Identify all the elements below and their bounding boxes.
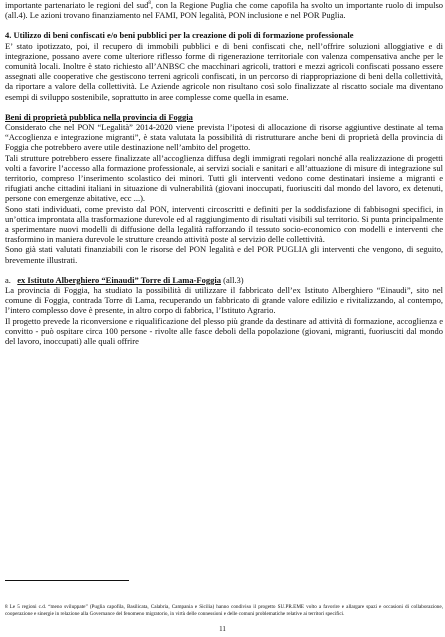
foggia-paragraph-1: Considerato che nel PON “Legalità” 2014-2020 viene prevista l’ipotesi di allocazione di risorse aggiuntive destinate al tema “Accoglienza e integrazione migranti”, è stata valutata la possibilità di ristrutturare anche beni di proprietà della provincia di Foggia che potrebbero avere utile destinazione nell’ambito del progetto. — [5, 122, 443, 153]
footnote-ref: 8 — [148, 1, 151, 7]
section-4-body: E’ stato ipotizzato, poi, il recupero di immobili pubblici e di beni confiscati che, nell’offrire soluzioni alloggiative e di integrazione, possano avere come ulteriore riflesso forme di rigenerazione territoriale con valenza compensativa anche per le comunità locali. Inoltre è stato richiesto all’ANBSC che macchinari agricoli, trattori e mezzi agricoli confiscati possano essere assegnati alle cooperative che gestiscono terreni agricoli confiscati, in un percorso di riappropriazione di beni della collettività, da riportare a valore della collettività. Le Aziende agricole non risultano così solo finalizzate al riscatto sociale ma diventano esempi di sviluppo sostenibile, soprattutto in aree complesse come quella in esame. — [5, 40, 443, 102]
page-number: 11 — [219, 625, 226, 633]
foggia-paragraph-3: Sono stati individuati, come previsto dal PON, interventi circoscritti e definiti per la soddisfazione di fabbisogni specifici, in un’ottica improntata alla trasformazione durevole ed al raggiungimento di risultati visibili sul territorio. Si punta principalmente a sperimentare nuovi modelli di diffusione della legalità rafforzando il tessuto socio-economico con modelli e interventi che trasformino in maniera durevole le strutture creando attività poste al servizio delle collettività. — [5, 203, 443, 245]
item-a-title — [5, 275, 443, 285]
footnote-separator — [5, 580, 129, 581]
intro-text-cont: , con la Regione Puglia che come capofila ha svolto un importante ruolo di impulso (all.4). Le azioni trovano finanziamento nel FAMI, PON legalità, PON inclusione e nel POR Puglia. — [5, 0, 444, 21]
intro-text: importante partenariato le regioni del sud — [5, 0, 149, 10]
item-a-marker: a. — [5, 274, 11, 285]
item-a-attachment: (all.3) — [220, 274, 244, 285]
foggia-title: Beni di proprietà pubblica nella provincia di Foggia — [5, 111, 193, 122]
foggia-paragraph-4: Sono già stati valutati finanziabili con le risorse del PON legalità e del POR PUGLIA gli interventi che vengono, di seguito, brevemente illustrati. — [5, 244, 443, 265]
page-content — [5, 0, 443, 346]
item-a-title-text: ex Istituto Alberghiero “Einaudi” Torre di Lama-Foggia — [17, 274, 221, 285]
item-a-paragraph-2: Il progetto prevede la riconversione e riqualificazione del plesso più grande da destinare ad attività di formazione, accoglienza e convitto - può ospitare circa 100 persone - rivolte alle fasce deboli della popolazione (giovani, migranti, fuoriusciti dal mondo del lavoro, inoccupati) alle quali offrire — [5, 315, 443, 347]
footnote: 8 Le 5 regioni c.d. “meno sviluppate” (Puglia capofila, Basilicata, Calabria, Campania e Sicilia) hanno condiviso il progetto SU.PR.EME volto a favorire e allargare spazi e occasioni di collaborazione, cooperazione e sinergie in relazione alla Governance del fenomeno migratorio, in virtù delle connessioni e delle comuni problematiche relative ai territori specifici. — [5, 604, 443, 617]
item-a-paragraph-1: La provincia di Foggia, ha studiato la possibilità di utilizzare il fabbricato dell’ex Istituto Alberghiero “Einaudi”, sito nel comune di Foggia, contrada Torre di Lama, recuperando un fabbricato di grande valore edilizio e rivitalizzando, al contempo, l’intero complesso dove è presente, in altro corpo di fabbrica, l’Istituto Agrario. — [5, 285, 443, 316]
intro-paragraph — [5, 0, 443, 20]
foggia-paragraph-2: Tali strutture potrebbero essere finalizzate all’accoglienza diffusa degli immigrati regolari nonché alla realizzazione di progetti volti a favorire l’accesso alla formazione professionale, ai servizi sociali e sanitari e all’attuazione di misure di integrazione sul territorio, compreso l’inserimento scolastico dei minori. Tutti gli interventi vedono come destinatari insieme a migranti e rifugiati anche cittadini italiani in situazione di vulnerabilità (giovani inoccupati, fuoriusciti dal mondo del lavoro, ex detenuti, persone con emergenze abitative, ecc ...). — [5, 152, 443, 204]
section-4-title: 4. Utilizzo di beni confiscati e/o beni pubblici per la creazione di poli di formazione professionale — [5, 30, 354, 41]
